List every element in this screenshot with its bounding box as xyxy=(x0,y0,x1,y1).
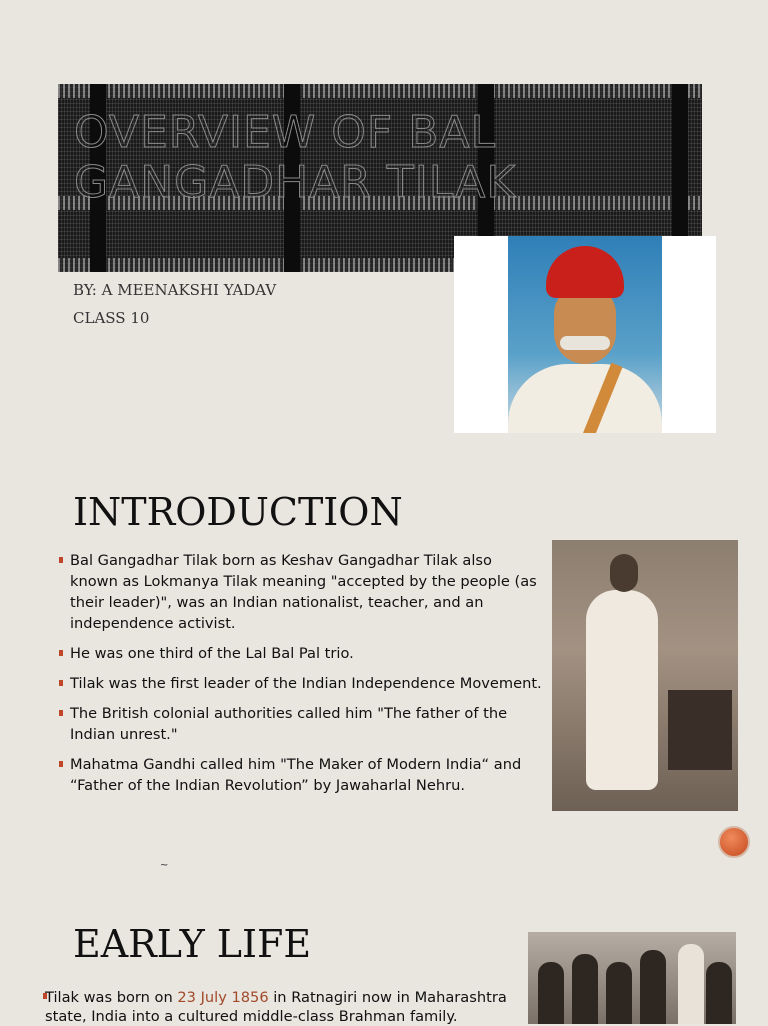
early-life-text-start: Tilak was born on xyxy=(45,989,178,1006)
class-line: CLASS 10 xyxy=(73,309,150,327)
stray-mark: ~ xyxy=(160,860,169,871)
tilak-portrait-color xyxy=(454,236,716,433)
group-photo xyxy=(528,932,736,1024)
introduction-heading: INTRODUCTION xyxy=(73,490,403,534)
birth-date: 23 July 1856 xyxy=(177,989,269,1006)
author-line: BY: A MEENAKSHI YADAV xyxy=(73,281,277,299)
list-item: He was one third of the Lal Bal Pal trio. xyxy=(58,643,544,664)
slide-title: OVERVIEW OF BAL GANGADHAR TILAK xyxy=(74,107,517,208)
introduction-bullets xyxy=(58,550,544,805)
list-item: Mahatma Gandhi called him "The Maker of Modern India“ and “Father of the Indian Revolution” by Jawaharlal Nehru. xyxy=(58,754,544,796)
list-item: The British colonial authorities called him "The father of the Indian unrest." xyxy=(58,703,544,745)
early-life-text xyxy=(45,988,515,1026)
early-life-text-end: in Ratnagiri now in Maharashtra state, India into a cultured middle-class Brahman family. xyxy=(45,989,507,1025)
list-item: Tilak was the first leader of the Indian Independence Movement. xyxy=(58,673,544,694)
list-item: Bal Gangadhar Tilak born as Keshav Gangadhar Tilak also known as Lokmanya Tilak meaning "accepted by the people (as their leader)", was an Indian nationalist, teacher, and an independence activist. xyxy=(58,550,544,634)
early-life-heading: EARLY LIFE xyxy=(73,922,312,966)
slide-orb-icon xyxy=(718,826,750,858)
tilak-photo-standing xyxy=(552,540,738,811)
